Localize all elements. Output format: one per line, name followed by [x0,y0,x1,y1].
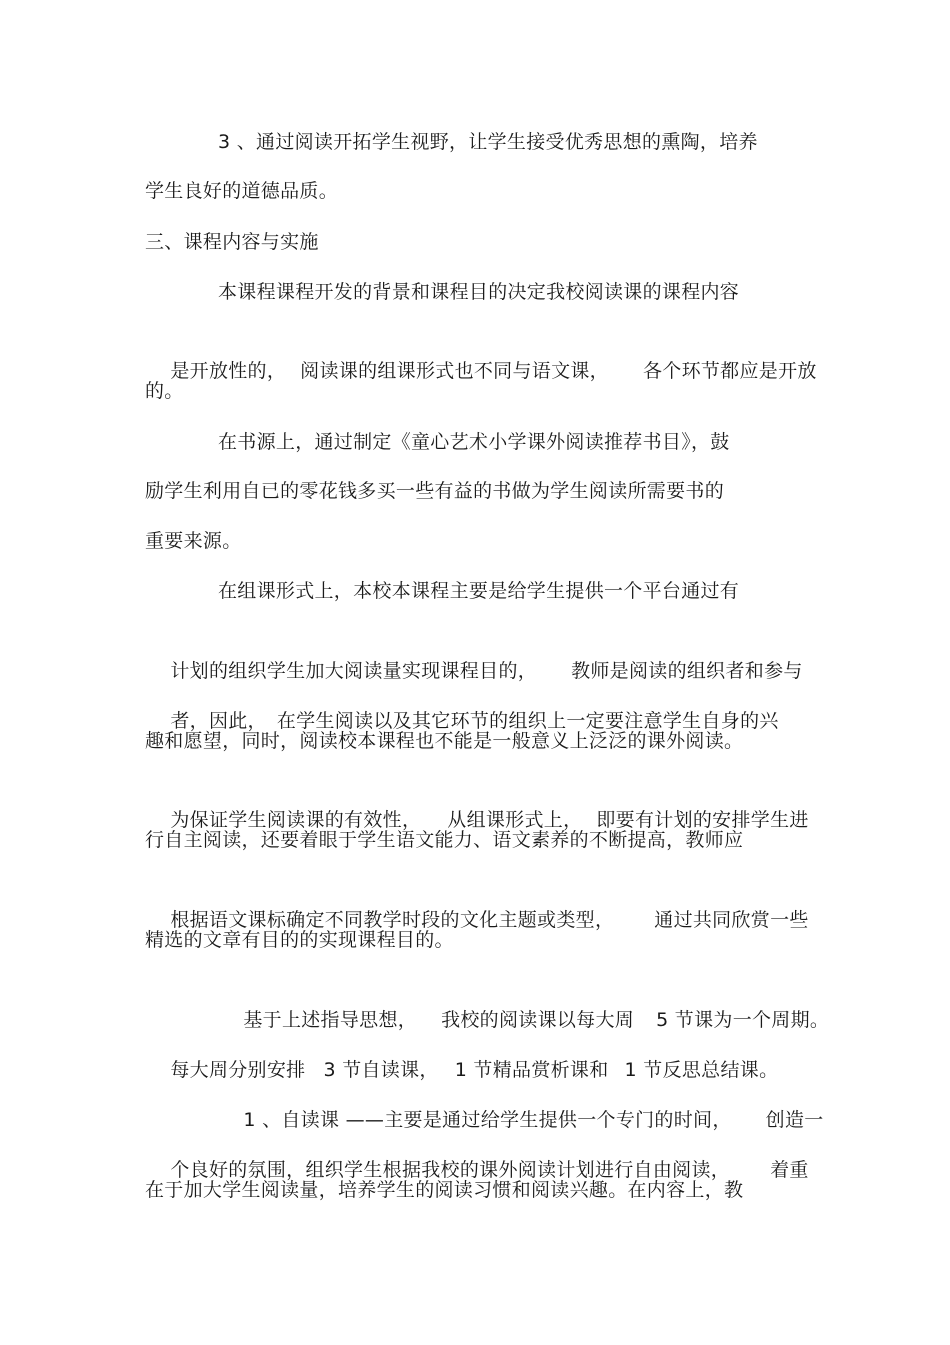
paragraph-line [145,326,817,382]
paragraph-line [218,975,830,1031]
text-segment: 1 节反思总结课。 [624,1059,779,1081]
paragraph-line: 在组课形式上，本校本课程主要是给学生提供一个平台通过有 [218,580,740,602]
paragraph-line: 在书源上，通过制定《童心艺术小学课外阅读推荐书目》，鼓 [218,431,730,453]
paragraph-line [218,1075,824,1131]
text-segment: 各个环节都应是开放 [642,360,817,382]
text-segment: 从组课形式上， [447,809,583,831]
text-segment: 阅读课的组课形式也不同与语文课， [300,360,609,382]
text-segment: 我校的阅读课以每大周 [441,1009,635,1031]
paragraph-line: 精选的文章有目的的实现课程目的。 [145,929,454,951]
paragraph-line: 的。 [145,380,184,402]
paragraph-line: 重要来源。 [145,530,242,552]
paragraph-line: 在于加大学生阅读量，培养学生的阅读习惯和阅读兴趣。在内容上，教 [145,1179,744,1201]
paragraph-line [145,775,809,831]
paragraph-line: 学生良好的道德品质。 [145,180,339,202]
text-segment: 根据语文课标确定不同教学时段的文化主题或类型， [170,909,615,931]
text-segment: 教师是阅读的组织者和参与 [571,660,803,682]
text-segment: 5 节课为一个周期。 [656,1009,830,1031]
paragraph-line: 行自主阅读，还要着眼于学生语文能力、语文素养的不断提高，教师应 [145,829,744,851]
text-segment: 着重 [770,1159,809,1181]
paragraph-line: 励学生利用自已的零花钱多买一些有益的书做为学生阅读所需要书的 [145,480,725,502]
paragraph-line: 3 、通过阅读开拓学生视野，让学生接受优秀思想的熏陶，培养 [218,131,758,153]
text-segment: 者，因此， [170,710,267,732]
text-segment: 是开放性的， [170,360,287,382]
paragraph-line: 本课程课程开发的背景和课程目的决定我校阅读课的课程内容 [218,281,740,303]
paragraph-line [145,676,779,732]
paragraph-line [145,875,809,931]
text-segment: 通过共同欣赏一些 [654,909,809,931]
text-segment: 为保证学生阅读课的有效性， [170,809,422,831]
text-segment: 在学生阅读以及其它环节的组织上一定要注意学生自身的兴 [276,710,779,732]
text-segment: 计划的组织学生加大阅读量实现课程目的， [170,660,538,682]
text-segment: 每大周分别安排 [170,1059,306,1081]
text-segment: 3 节自读课， [323,1059,439,1081]
text-segment: 基于上述指导思想， [243,1009,418,1031]
text-segment: 个良好的氛围，组织学生根据我校的课外阅读计划进行自由阅读， [170,1159,731,1181]
text-segment: 1 节精品赏析课和 [454,1059,609,1081]
paragraph-line: 趣和愿望，同时，阅读校本课程也不能是一般意义上泛泛的课外阅读。 [145,730,744,752]
section-heading: 三、课程内容与实施 [145,231,319,253]
paragraph-line [145,1025,779,1081]
paragraph-line [145,1125,809,1181]
text-segment: 创造一 [765,1109,824,1131]
text-segment: 1 、自读课 ——主要是通过给学生提供一个专门的时间， [243,1109,732,1131]
paragraph-line [145,626,803,682]
text-segment: 即要有计划的安排学生进 [596,809,809,831]
